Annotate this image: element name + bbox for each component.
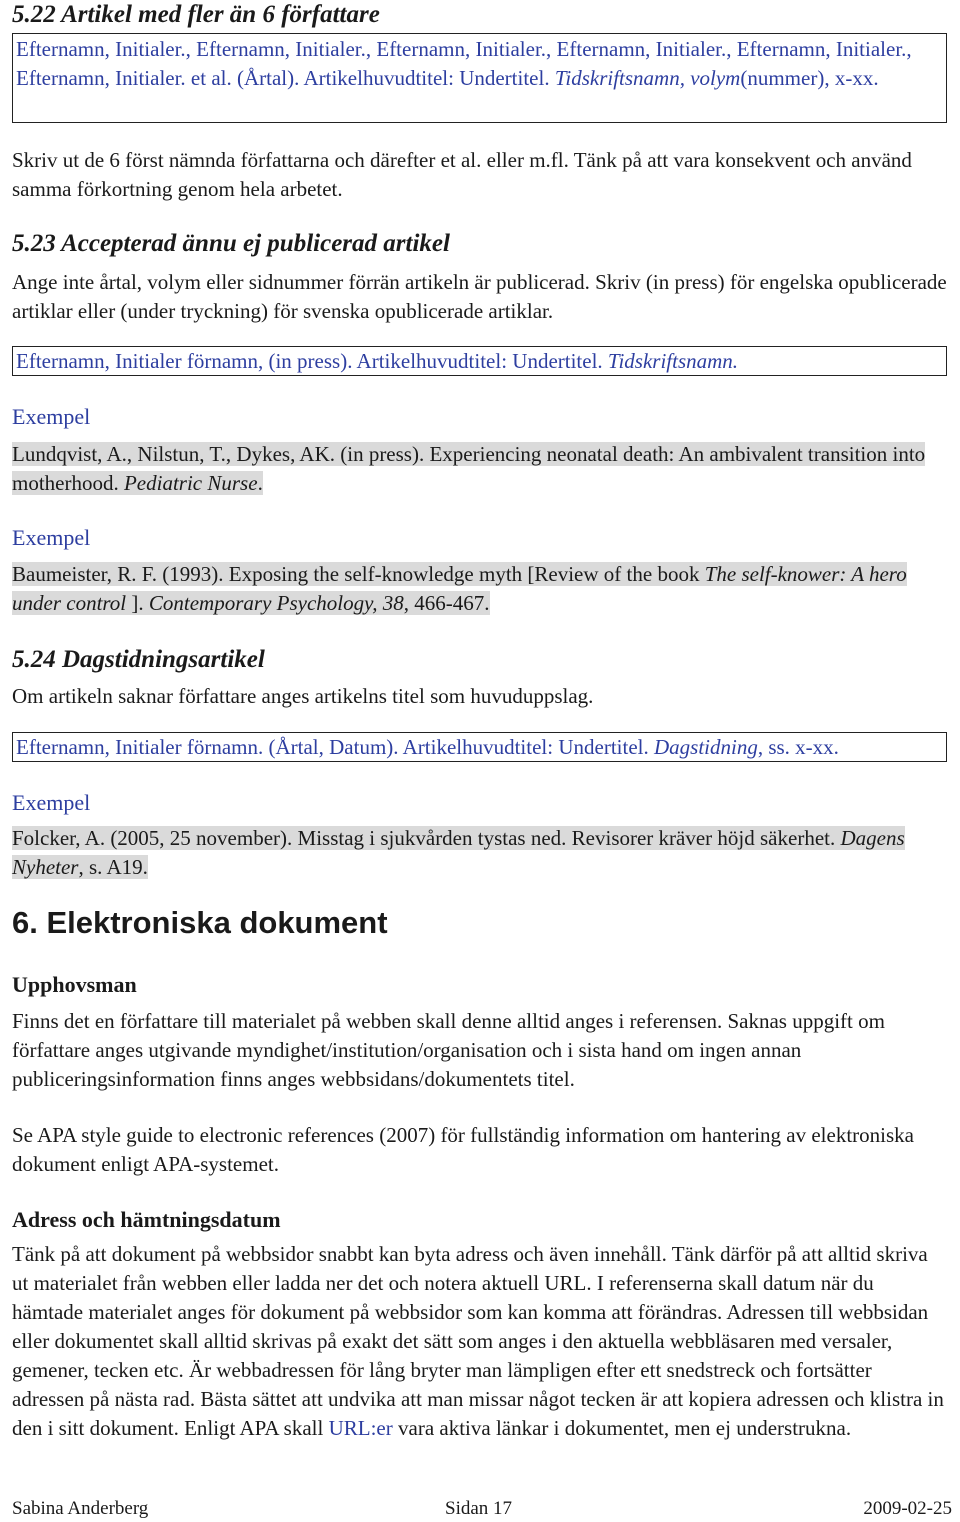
heading-5-24: 5.24 Dagstidningsartikel: [12, 646, 265, 673]
heading-adress: Adress och hämtningsdatum: [12, 1207, 281, 1232]
heading-5-23: 5.23 Accepterad ännu ej publicerad artikel: [12, 230, 450, 257]
heading-6: 6. Elektroniska dokument: [12, 905, 388, 940]
paragraph-5-22: Skriv ut de 6 först nämnda författarna och därefter et al. eller m.fl. Tänk på att vara konsekvent och använd samma förkortning genom hela arbetet.: [12, 148, 912, 201]
example-label-1: Exempel: [12, 404, 91, 429]
page-footer: [12, 1496, 952, 1522]
example-reference-lundqvist: Lundqvist, A., Nilstun, T., Dykes, AK. (in press). Experiencing neonatal death: An ambivalent transition into motherhood. Pediatric Nurse.: [12, 442, 926, 495]
paragraph-5-24: Om artikeln saknar författare anges artikelns titel som huvuduppslag.: [12, 684, 594, 708]
paragraph-apa-note: Se APA style guide to electronic references (2007) för fullständig information om hantering av elektroniska dokument enligt APA-systemet.: [12, 1123, 914, 1176]
paragraph-upphovsman: Finns det en författare till materialet på webben skall denne alltid anges i referensen. Saknas uppgift om författare anges utgivande myndighet/institution/organisation och i sista hand om ingen annan publiceringsinformation finns anges webbsidans/dokumentets titel.: [12, 1009, 885, 1091]
reference-format-box-5-24: Efternamn, Initialer förnamn. (Årtal, Datum). Artikelhuvudtitel: Undertitel. Dagstidning, ss. x-xx.: [12, 732, 947, 762]
example-reference-folcker: Folcker, A. (2005, 25 november). Misstag i sjukvården tystas ned. Revisorer kräver höjd säkerhet. Dagens Nyheter, s. A19.: [12, 826, 905, 879]
example-label-2: Exempel: [12, 525, 91, 550]
footer-author: Sabina Anderberg: [12, 1498, 149, 1519]
example-label-3: Exempel: [12, 790, 91, 815]
footer-date: 2009-02-25: [863, 1498, 952, 1519]
reference-format-box-5-23: Efternamn, Initialer förnamn, (in press). Artikelhuvudtitel: Undertitel. Tidskriftsnamn.: [12, 346, 947, 376]
reference-format-box-5-22: Efternamn, Initialer., Efternamn, Initialer., Efternamn, Initialer., Efternamn, Initialer., Efternamn, Initialer., Efternamn, Initialer. et al. (Årtal). Artikelhuvudtitel: Undertitel. Tidskriftsnamn, volym(nummer), x-xx.: [12, 33, 947, 123]
footer-page-number: Sidan 17: [445, 1498, 513, 1519]
paragraph-5-23: Ange inte årtal, volym eller sidnummer förrän artikeln är publicerad. Skriv (in press) för engelska opublicerade artiklar eller (under tryckning) för svenska opublicerade artiklar.: [12, 270, 947, 323]
heading-upphovsman: Upphovsman: [12, 972, 137, 997]
url-term: URL:er: [328, 1416, 393, 1440]
paragraph-adress: Tänk på att dokument på webbsidor snabbt kan byta adress och även innehåll. Tänk därför på att alltid skriva ut materialet från webben eller ladda ner det och notera aktuell URL. I referenserna skall datum när du hämtade materialet anges för dokument på webbsidor som kan komma att förändras. Adressen till webbsidan eller dokumentet skall alltid skrivas på exakt det sätt som anges i den aktuella webbläsaren med versaler, gemener, tecken etc. Är webbadressen för lång bryter man lämpligen efter ett snedstreck och fortsätter adressen på nästa rad. Bästa sättet att undvika att man missar något tecken är att kopiera adressen och klistra in den i sitt dokument. Enligt APA skall URL:er vara aktiva länkar i dokumentet, men ej understrukna.: [12, 1242, 944, 1440]
heading-5-22: 5.22 Artikel med fler än 6 författare: [12, 1, 380, 28]
example-reference-baumeister: Baumeister, R. F. (1993). Exposing the self-knowledge myth [Review of the book The self-knower: A hero under control ]. Contemporary Psychology, 38, 466-467.: [12, 562, 907, 615]
